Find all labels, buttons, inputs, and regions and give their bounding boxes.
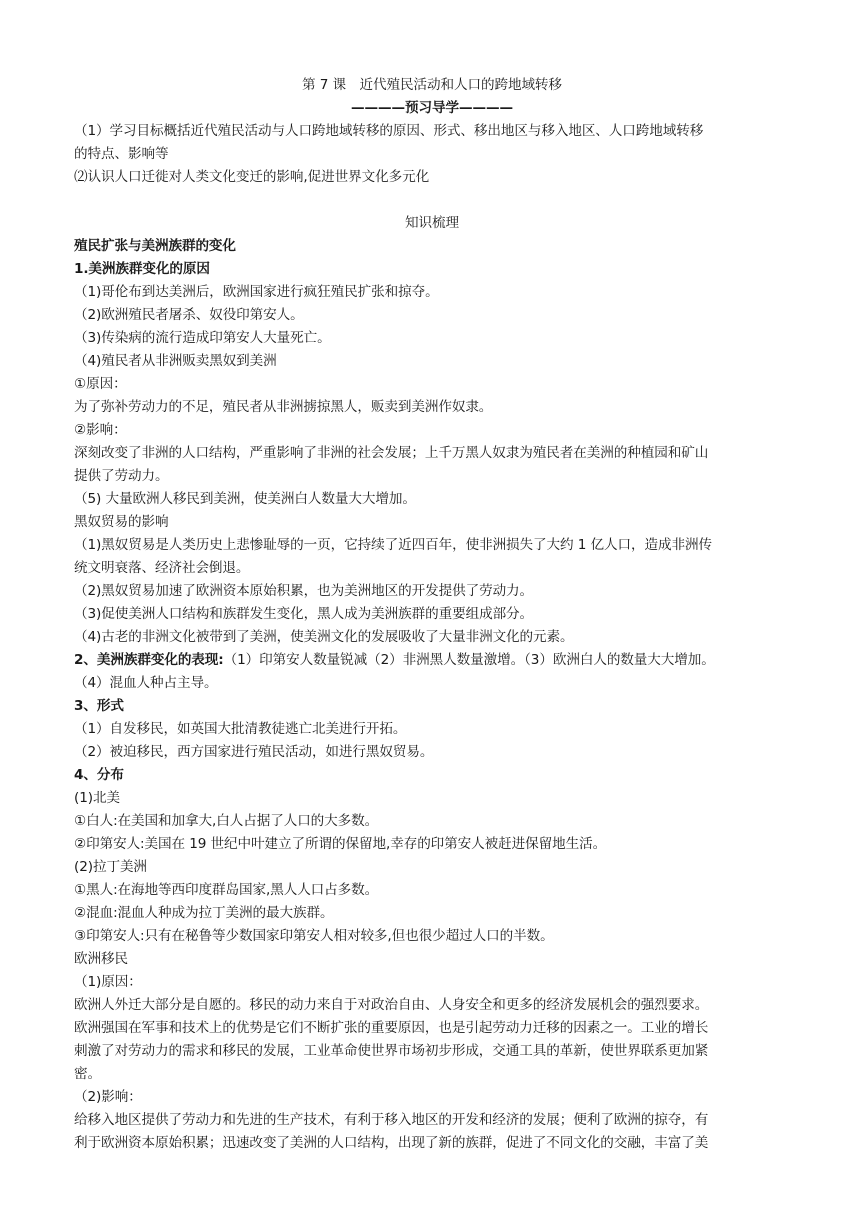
cause-text: 为了弥补劳动力的不足，殖民者从非洲掳掠黑人，贩卖到美洲作奴隶。	[74, 399, 493, 415]
page-subtitle: ————预习导学————	[351, 100, 513, 116]
effect-label: （2)影响：	[74, 1089, 142, 1105]
effect-label: ②影响：	[74, 422, 127, 438]
section1-heading: 殖民扩张与美洲族群的变化	[74, 238, 236, 254]
paragraph-line: 给移入地区提供了劳动力和先进的生产技术，有利于移入地区的开发和经济的发展；便利了欧洲的掠夺，有	[74, 1112, 709, 1128]
section2-text: （1）印第安人数量锐减（2）非洲黑人数量激增。（3）欧洲白人的数量大大增加。	[223, 652, 715, 668]
document-page	[74, 74, 790, 1155]
paragraph-line: 欧洲人外迁大部分是自愿的。移民的动力来自于对政治自由、人身安全和更多的经济发展机会的强烈要求。	[74, 997, 709, 1013]
list-item: ②印第安人:美国在 19 世纪中叶建立了所谓的保留地,幸存的印第安人被赶进保留地生活。	[74, 836, 607, 852]
list-item: （2)欧洲殖民者屠杀、奴役印第安人。	[74, 307, 304, 323]
list-item: ③印第安人:只有在秘鲁等少数国家印第安人相对较多,但也很少超过人口的半数。	[74, 928, 554, 944]
list-item: （1)黑奴贸易是人类历史上悲惨耻辱的一页，它持续了近四百年，使非洲损失了大约 1 亿人口，造成非洲传	[74, 537, 712, 553]
list-item: （1)哥伦布到达美洲后，欧洲国家进行疯狂殖民扩张和掠夺。	[74, 284, 439, 300]
paragraph-line: 刺激了对劳动力的需求和移民的发展，工业革命使世界市场初步形成，交通工具的革新，使世界联系更加紧	[74, 1043, 709, 1059]
list-item: （1）自发移民，如英国大批清教徒逃亡北美进行开拓。	[74, 721, 407, 737]
europe-migration-heading: 欧洲移民	[74, 951, 128, 967]
section2-heading: 2、美洲族群变化的表现:	[74, 652, 224, 668]
section4-heading: 4、分布	[74, 767, 124, 783]
section-title: 知识梳理	[405, 215, 459, 231]
objective-line: ⑵认识人口迁徙对人类文化变迁的影响,促进世界文化多元化	[74, 169, 430, 185]
effect-text: 深刻改变了非洲的人口结构，严重影响了非洲的社会发展；上千万黑人奴隶为殖民者在美洲的种植园和矿山	[74, 445, 709, 461]
effect-text: 提供了劳动力。	[74, 468, 169, 484]
region-label: (2)拉丁美洲	[74, 859, 147, 875]
page-title: 第 7 课 近代殖民活动和人口的跨地域转移	[302, 77, 562, 93]
list-item: 统文明衰落、经济社会倒退。	[74, 560, 250, 576]
paragraph-line: 欧洲强国在军事和技术上的优势是它们不断扩张的重要原因，也是引起劳动力迁移的因素之一。工业的增长	[74, 1020, 709, 1036]
list-item: （5) 大量欧洲人移民到美洲，使美洲白人数量大大增加。	[74, 491, 416, 507]
region-label: (1)北美	[74, 790, 120, 806]
paragraph-line: 利于欧洲资本原始积累；迅速改变了美洲的人口结构，出现了新的族群，促进了不同文化的交融，丰富了美	[74, 1135, 709, 1151]
section2-line	[74, 649, 790, 672]
slave-trade-heading: 黑奴贸易的影响	[74, 514, 169, 530]
list-item: （3)促使美洲人口结构和族群发生变化，黑人成为美洲族群的重要组成部分。	[74, 606, 534, 622]
section2-text: （4）混血人种占主导。	[74, 675, 218, 691]
cause-label: ①原因：	[74, 376, 127, 392]
cause-label: （1)原因：	[74, 974, 142, 990]
paragraph-line: 密。	[74, 1066, 101, 1082]
objective-line: （1）学习目标概括近代殖民活动与人口跨地域转移的原因、形式、移出地区与移入地区、人口跨地域转移	[74, 123, 704, 139]
list-item: （2）被迫移民，西方国家进行殖民活动，如进行黑奴贸易。	[74, 744, 434, 760]
list-item: ①白人:在美国和加拿大,白人占据了人口的大多数。	[74, 813, 379, 829]
list-item: ①黑人:在海地等西印度群岛国家,黑人人口占多数。	[74, 882, 379, 898]
objective-line: 的特点、影响等	[74, 146, 169, 162]
list-item: ②混血:混血人种成为拉丁美洲的最大族群。	[74, 905, 334, 921]
section3-heading: 3、形式	[74, 698, 124, 714]
list-item: （4)古老的非洲文化被带到了美洲，使美洲文化的发展吸收了大量非洲文化的元素。	[74, 629, 574, 645]
section1-subheading: 1.美洲族群变化的原因	[74, 261, 210, 277]
list-item: （3)传染病的流行造成印第安人大量死亡。	[74, 330, 331, 346]
list-item: （4)殖民者从非洲贩卖黑奴到美洲	[74, 353, 277, 369]
list-item: （2)黑奴贸易加速了欧洲资本原始积累，也为美洲地区的开发提供了劳动力。	[74, 583, 534, 599]
